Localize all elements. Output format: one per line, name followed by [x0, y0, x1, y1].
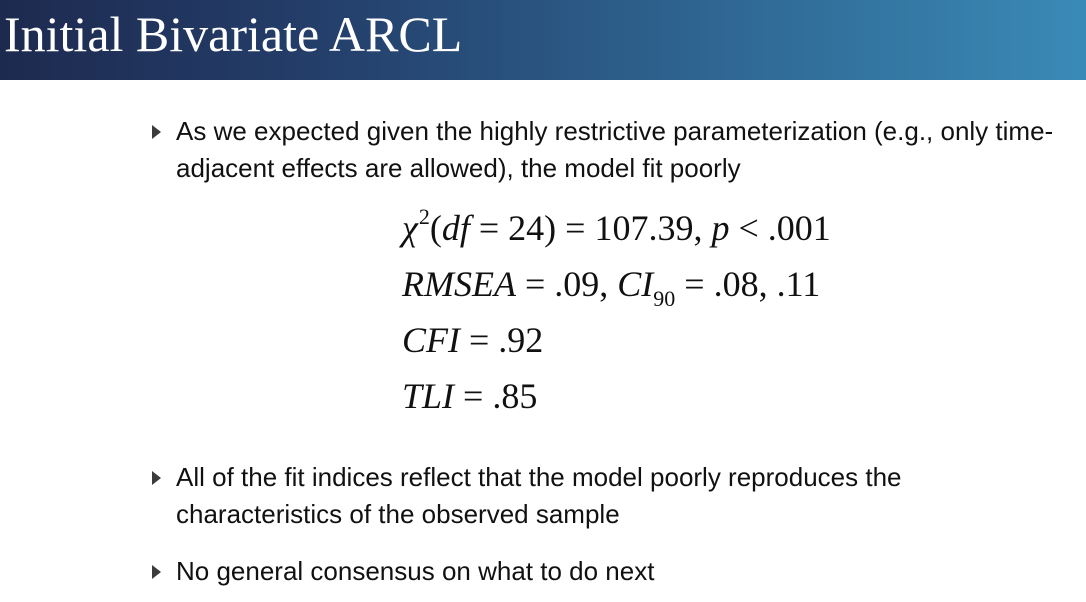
bullet-text: All of the fit indices reflect that the model poorly reproduces the characteristics of the observed sample: [176, 462, 902, 529]
slide-title: Initial Bivariate ARCL: [4, 6, 463, 62]
bullet-item-no-consensus: [152, 553, 1072, 590]
tli-value: = .85: [454, 376, 538, 416]
rmsea-label: RMSEA: [402, 264, 516, 304]
chi-open-paren: (: [429, 208, 442, 248]
rmsea-value: = .09,: [515, 264, 618, 304]
ci-value: = .08, .11: [675, 264, 821, 304]
equation-tli: [402, 374, 537, 418]
df-label: df: [441, 208, 470, 248]
bullet-item-expected-fit: [152, 113, 1072, 187]
bullet-item-fit-indices: [152, 459, 1072, 533]
equation-chi-square: [402, 206, 831, 255]
bullet-arrow-icon: [152, 565, 161, 579]
cfi-label: CFI: [402, 320, 460, 360]
chi-power: 2: [418, 204, 430, 229]
p-label: p: [711, 208, 730, 248]
ci-subscript: 90: [653, 286, 676, 311]
bullet-arrow-icon: [152, 471, 161, 485]
p-value: < .001: [729, 208, 831, 248]
chi-symbol: χ: [402, 208, 418, 248]
chi-value: = 24) = 107.39,: [469, 208, 712, 248]
bullet-text: As we expected given the highly restrictive parameterization (e.g., only time-adjacent effects are allowed), the model fit poorly: [176, 116, 1054, 183]
equation-cfi: [402, 318, 543, 362]
equation-rmsea: [402, 262, 820, 311]
ci-label: CI: [617, 264, 654, 304]
cfi-value: = .92: [460, 320, 544, 360]
title-bar: [0, 0, 1086, 80]
bullet-text: No general consensus on what to do next: [176, 556, 655, 586]
bullet-arrow-icon: [152, 125, 161, 139]
tli-label: TLI: [402, 376, 455, 416]
